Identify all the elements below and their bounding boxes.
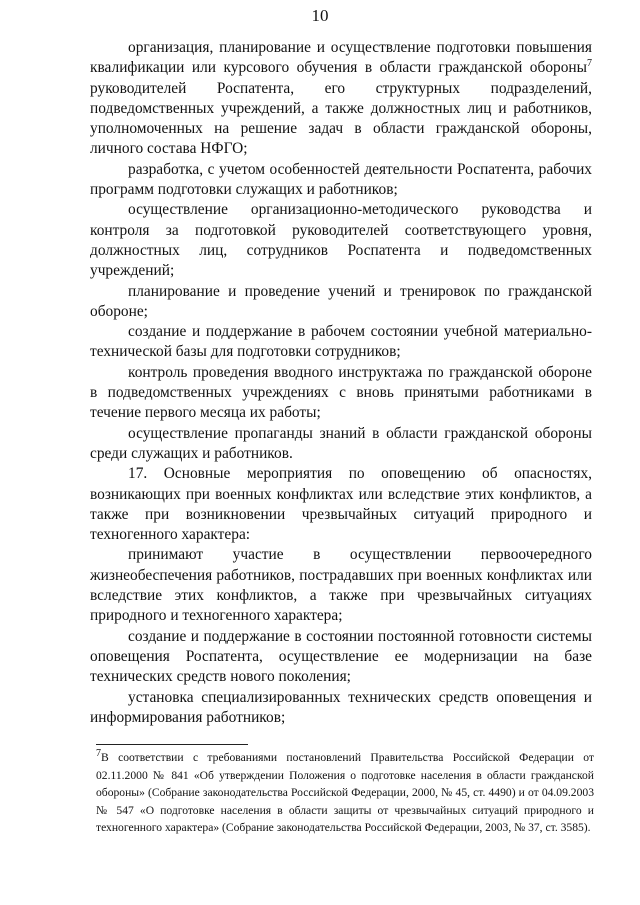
footnote-text: В соответствии с требованиями постановлений Правительства Российской Федерации от 02.11.2000 № 841 «Об утверждении Положения о подготовке населения в области гражданской обороны» (Собрание законодательства Российской Федерации, 2000, № 45, ст. 4490) и от 04.09.2003 № 547 «О подготовке населения в области защиты от чрезвычайных ситуаций природного и техногенного характера» (Собрание законодательства Российской Федерации, 2003, № 37, ст. 3585). [96, 751, 594, 835]
footnote [96, 749, 594, 837]
paragraph-exercises: планирование и проведение учений и тренировок по гражданской обороне; [90, 282, 592, 320]
paragraph-text-continued: руководителей Роспатента, его структурных подразделений, подведомственных учреждений, а также должностных лиц и работников, уполномоченных на решение задач в области гражданской обороны, личного состава НФГО; [90, 79, 592, 158]
paragraph-warning-system: создание и поддержание в состоянии постоянной готовности системы оповещения Роспатента, осуществление ее модернизации на базе технических средств нового поколения; [90, 627, 592, 686]
paragraph-training-base: создание и поддержание в рабочем состоянии учебной материально-технической базы для подготовки сотрудников; [90, 323, 592, 361]
footnote-divider [96, 744, 248, 745]
footnote-reference: 7 [587, 58, 592, 70]
page-number: 10 [311, 6, 329, 25]
paragraph-section-17: 17. Основные мероприятия по оповещению об опасностях, возникающих при военных конфликтах или вследствие этих конфликтов, а также при возникновении чрезвычайных ситуаций природного и техногенного характера: [90, 465, 592, 544]
footnote-mark: 7 [96, 748, 101, 760]
paragraph-text: организация, планирование и осуществление подготовки повышения квалификации или курсового обучения в области гражданской обороны [90, 39, 592, 77]
paragraph-methodical-guidance: осуществление организационно-методического руководства и контроля за подготовкой руководителей соответствующего уровня, должностных лиц, сотрудников Роспатента и подведомственных учреждений; [90, 201, 592, 280]
document-body [90, 38, 592, 728]
paragraph-programs: разработка, с учетом особенностей деятельности Роспатента, рабочих программ подготовки служащих и работников; [90, 160, 592, 199]
paragraph-propaganda: осуществление пропаганды знаний в области гражданской обороны среди служащих и работников. [90, 424, 592, 462]
paragraph-life-support: принимают участие в осуществлении первоочередного жизнеобеспечения работников, пострадавших при военных конфликтах или вследствие этих конфликтов, а также при чрезвычайных ситуациях природного и техногенного характера; [90, 546, 592, 625]
paragraph-warning-devices: установка специализированных технических средств оповещения и информирования работников; [90, 688, 592, 726]
paragraph-briefing-control: контроль проведения вводного инструктажа по гражданской обороне в подведомственных учреждениях с вновь принятыми работниками в течение первого месяца их работы; [90, 363, 592, 422]
paragraph-training-organization [90, 38, 592, 160]
